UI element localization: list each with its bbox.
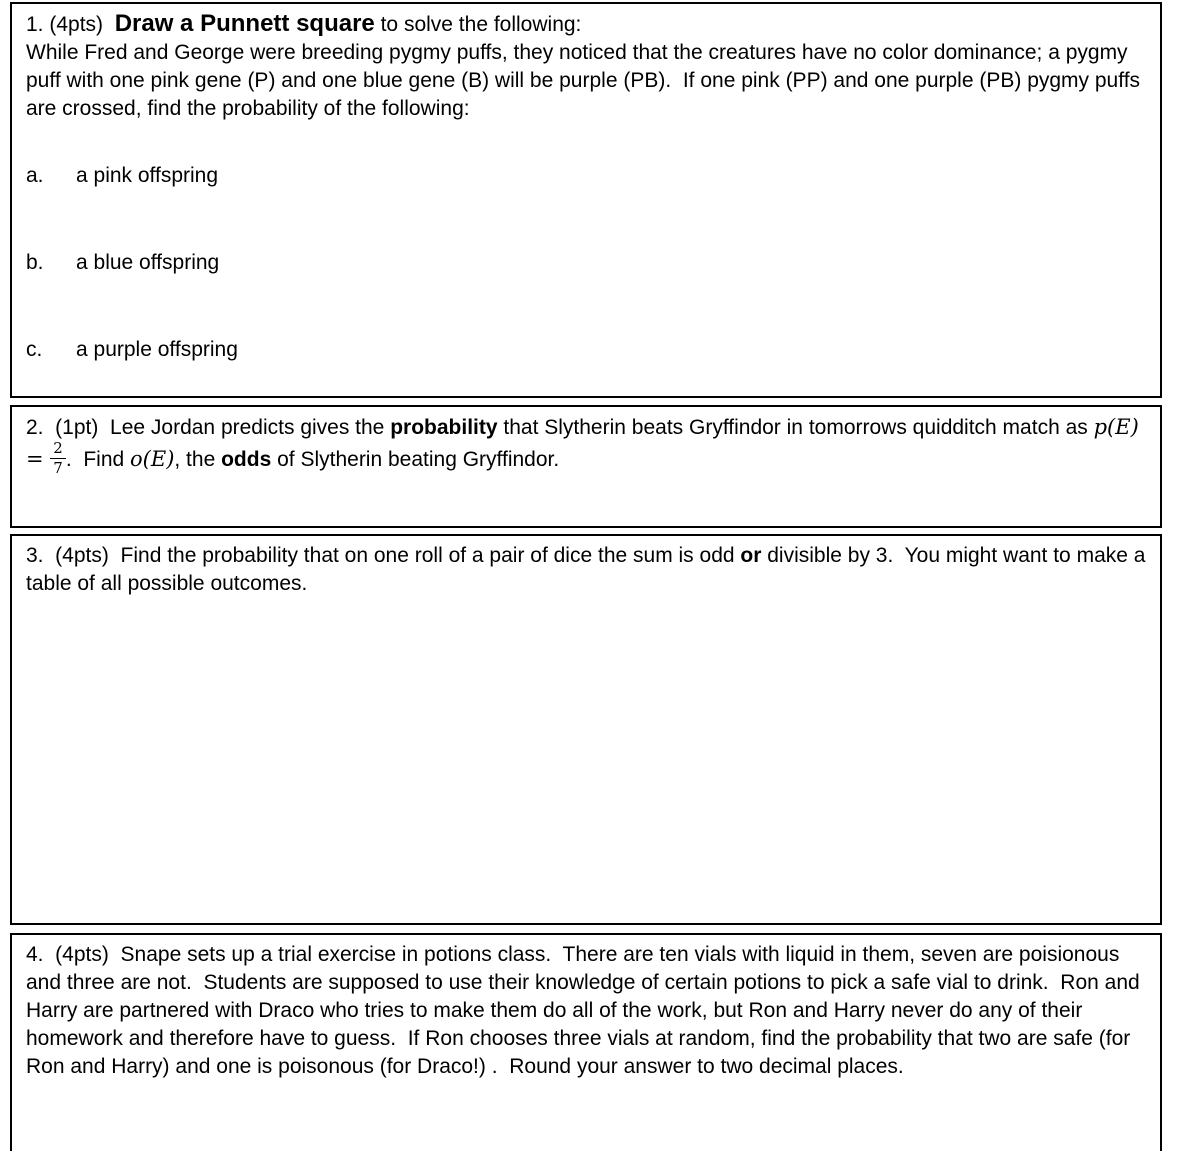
fraction-numerator: 2 (50, 440, 66, 459)
item-a-text: a pink offspring (76, 164, 219, 187)
question-1-title-rest: to solve the following: (374, 13, 582, 36)
question-2-bold-odds: odds (221, 448, 272, 472)
item-b-label: b. (26, 251, 44, 274)
question-1-body: While Fred and George were breeding pygmy puffs, they noticed that the creatures have no color dominance; a pygmy puff with one pink gene (P) and one blue gene (B) will be purple (PB). If one pink (PP) and one purple (PB) pygmy puffs are crossed, find the probability of the following: (26, 41, 1146, 120)
item-b-text: a blue offspring (76, 251, 220, 274)
question-3-bold-or: or (740, 544, 762, 567)
question-3-cell (10, 534, 1162, 925)
question-2-after-frac: . Find (65, 448, 131, 472)
question-2-cell (10, 405, 1162, 528)
math-p-of-E: p(E) = (26, 415, 1146, 472)
question-4-text: 4. (4pts) Snape sets up a trial exercise in potions class. There are ten vials with liquid in them, seven are poisionous and three are not. Students are supposed to use their knowledge of certain potions to pick a safe vial to drink. Ron and Harry are partnered with Draco who tries to make them do all of the work, but Ron and Harry never do any of their homework and therefore have to guess. If Ron chooses three vials at random, find the probability that two are safe (for Ron and Harry) and one is poisonous (for Draco!) . Round your answer to two decimal places. (26, 943, 1146, 1078)
question-4-cell (10, 933, 1162, 1151)
question-3-prefix: 3. (4pts) Find the probability that on one roll of a pair of dice the sum is odd (26, 544, 741, 567)
math-o-of-E: o(E) (130, 447, 175, 472)
item-c-label: c. (26, 338, 43, 361)
question-1-item-a (26, 162, 1146, 190)
question-3-text (26, 542, 1152, 598)
question-2-prefix: 2. (1pt) Lee Jordan predicts gives the (26, 416, 391, 439)
question-1-item-b (26, 249, 1146, 277)
question-1-title-bold: Draw a Punnett square (114, 10, 375, 37)
question-1-number: 1. (4pts) (26, 13, 115, 36)
question-1-cell (10, 2, 1162, 398)
question-2-mid: that Slytherin beats Gryffindor in tomorrows quidditch match as (497, 416, 1094, 439)
worksheet (10, 2, 1162, 1151)
question-3-suffix: divisible by 3. You might want to make a table of all possible outcomes. (26, 544, 1152, 595)
question-1-heading (26, 10, 1146, 39)
question-2-text (26, 413, 1146, 479)
fraction (50, 440, 66, 477)
question-1-item-c (26, 336, 1146, 364)
item-c-text: a purple offspring (76, 338, 238, 361)
question-2-bold-probability: probability (390, 416, 498, 439)
item-a-label: a. (26, 164, 44, 187)
question-2-suffix: of Slytherin beating Gryffindor. (271, 448, 560, 472)
fraction-denominator: 7 (53, 459, 63, 477)
question-2-mid2: , the (174, 448, 222, 472)
